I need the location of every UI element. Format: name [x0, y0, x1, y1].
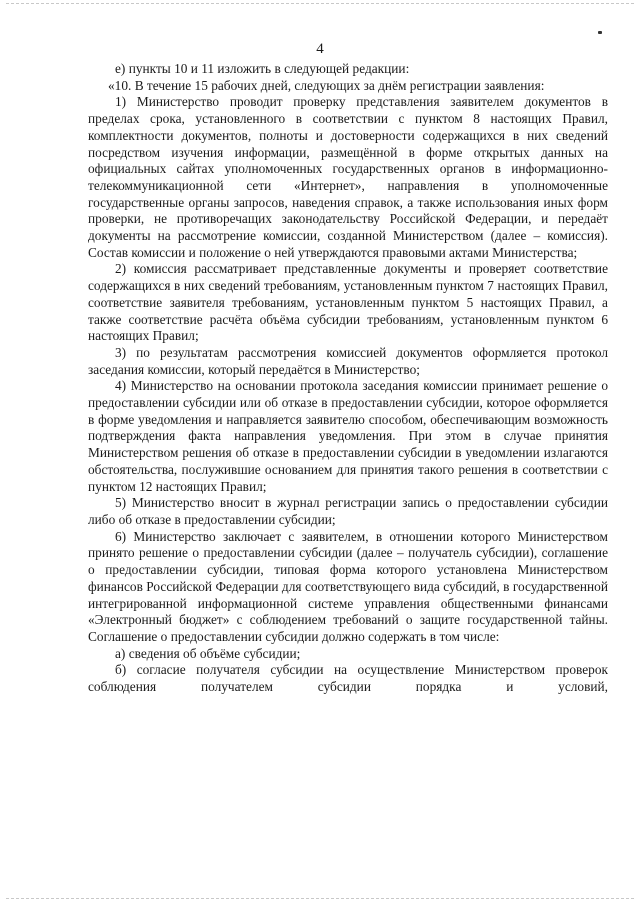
paragraph-subpoint-1: 1) Министерство проводит проверку представления заявителем документов в пределах срока, установленного в соответствии с пунктом 8 настоящих Правил, комплектности документов, полноты и достоверности содержащихся в них сведений посредством изучения информации, размещённой в форме открытых данных на официальных сайтах уполномоченных государственных органов в информационно-телекоммуникационной сети «Интернет», направления в уполномоченные государственные органы запросов, наведения справок, а также использования иных форм проверки, не противоречащих законодательству Российской Федерации, и передаёт документы на рассмотрение комиссии, созданной Министерством (далее – комиссия). Состав комиссии и положение о ней утверждаются правовыми актами Министерства;: [88, 94, 608, 260]
scan-artifact: [598, 31, 602, 34]
paragraph-subpoint-5: 5) Министерство вносит в журнал регистрации запись о предоставлении субсидии либо об отказе в предоставлении субсидии;: [88, 495, 608, 527]
document-body: [88, 61, 608, 696]
paragraph-subpoint-3: 3) по результатам рассмотрения комиссией документов оформляется протокол заседания комиссии, который передаётся в Министерство;: [88, 344, 608, 377]
scan-edge-top: [6, 3, 634, 4]
paragraph-point-10-intro: «10. В течение 15 рабочих дней, следующих за днём регистрации заявления:: [108, 77, 545, 93]
paragraph-item-b: б) согласие получателя субсидии на осуществление Министерством проверок соблюдения получателем субсидии порядка и условий,: [88, 662, 608, 695]
paragraph-subpoint-6: 6) Министерство заключает с заявителем, в отношении которого Министерством принято решение о предоставлении субсидии (далее – получатель субсидии), соглашение о предоставлении субсидии, типовая форма которого установлена Министерством финансов Российской Федерации для соответствующего вида субсидий, в государственной интегрированной информационной системе управления общественными финансами «Электронный бюджет» с соблюдением требований о защите государственной тайны. Соглашение о предоставлении субсидии должно содержать в том числе:: [88, 528, 608, 644]
paragraph-amendment-e: е) пункты 10 и 11 изложить в следующей редакции:: [115, 61, 410, 76]
paragraph-subpoint-2: 2) комиссия рассматривает представленные документы и проверяет соответствие содержащихся в них сведений требованиям, установленным пунктом 7 настоящих Правил, соответствие заявителя требованиям, установленным пунктом 5 настоящих Правил, а также соответствие расчёта объёма субсидии требованиям, установленным пунктом 6 настоящих Правил;: [88, 261, 608, 344]
paragraph-item-a: а) сведения об объёме субсидии;: [115, 645, 301, 661]
paragraph-subpoint-4: 4) Министерство на основании протокола заседания комиссии принимает решение о предоставлении субсидии или об отказе в предоставлении субсидии, которое оформляется в форме уведомления и направляется заявителю способом, обеспечивающим возможность подтверждения факта направления уведомления. При этом в случае принятия Министерством решения об отказе в предоставлении субсидии в уведомлении излагаются обстоятельства, послужившие основанием для принятия такого решения в соответствии с пунктом 12 настоящих Правил;: [88, 378, 608, 494]
page-number: 4: [316, 41, 324, 57]
scan-edge-bottom: [6, 898, 634, 899]
